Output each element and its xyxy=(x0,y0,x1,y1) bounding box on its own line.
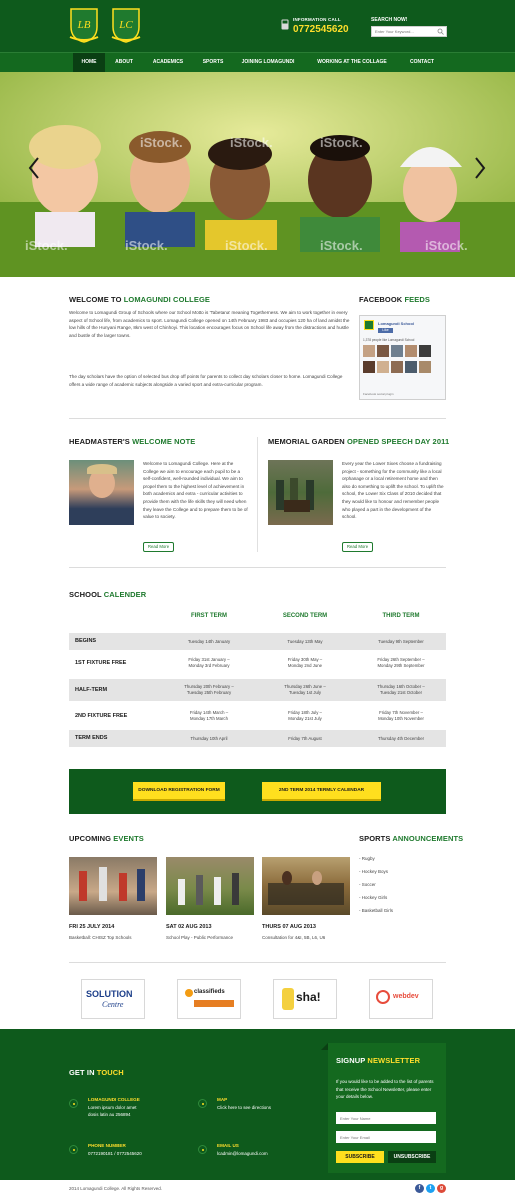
events-title: UPCOMING EVENTS xyxy=(69,834,144,843)
event-description[interactable]: Consultation for 4&I, 5B, L6, U6 xyxy=(262,935,326,940)
term-header-third: THIRD TERM xyxy=(382,613,420,619)
main-nav xyxy=(0,52,515,72)
svg-text:LB: LB xyxy=(77,19,91,31)
table-row: BEGINS Tuesday 14th January Tuesday 13th May Tuesday 9th September xyxy=(69,633,446,650)
event-photo[interactable] xyxy=(69,857,157,915)
term-header-second: SECOND TERM xyxy=(282,613,328,619)
prev-arrow-icon[interactable] xyxy=(28,156,40,180)
nav-home[interactable]: HOME xyxy=(73,53,105,72)
headmaster-title: HEADMASTER'S WELCOME NOTE xyxy=(69,437,196,446)
nav-joining[interactable]: JOINING LOMAGUNDI xyxy=(241,59,295,65)
svg-text:LC: LC xyxy=(119,19,133,31)
site-header xyxy=(0,0,515,52)
phone-number[interactable]: 0772545620 xyxy=(293,24,349,35)
headmaster-text: Welcome to Lomagundi College. Here at the College we aim to encourage each pupil to be a self-confident, well-rounded individual. We aim to propel them to the highest level of achievement in both academics and extra - curricular activities to provide them with the life skills they will need when they leave the College and to prepare them to be of value to society. xyxy=(143,461,248,520)
signup-title: SIGNUP NEWSLETTER xyxy=(336,1056,421,1065)
phone-icon xyxy=(281,19,289,30)
event-description[interactable]: Basketball: CHISZ Top Schools xyxy=(69,935,132,940)
newsletter-email-input[interactable] xyxy=(336,1131,436,1143)
table-cell: Friday 18th July – Monday 21st July xyxy=(288,710,322,721)
copyright: 2014 Lomagundi College. All Rights Reserved. xyxy=(69,1186,163,1191)
event-date: SAT 02 AUG 2013 xyxy=(166,924,212,930)
unsubscribe-button[interactable]: UNSUBSCRIBE xyxy=(388,1151,436,1163)
sponsor-webdev[interactable]: webdev xyxy=(369,979,433,1019)
nav-contact[interactable]: CONTACT xyxy=(409,59,435,65)
table-row: 2ND FIXTURE FREE Friday 14th March – Monday 17th March Friday 18th July – Monday 21st July Friday 7th November – Monday 10th November xyxy=(69,705,446,727)
table-cell: Tuesday 9th September xyxy=(378,639,424,644)
watermark: iStock. xyxy=(320,135,363,150)
column-divider xyxy=(257,437,258,552)
watermark: iStock. xyxy=(140,135,183,150)
sports-title: SPORTS ANNOUNCEMENTS xyxy=(359,834,464,843)
college-address-line: dosis latin au 256894 xyxy=(88,1112,131,1117)
memorial-text: Every year the Lower Sixes choose a fundraising project - something for the community like a local orphanage or a local retirement home and then also do something to uplift the school. To uplift the school, the Lower Six Class of 2010 decided that they would like to honour and remember people who played a part in the development of the school. xyxy=(342,461,444,520)
info-call-label: INFORMATION CALL xyxy=(293,17,341,22)
event-description[interactable]: School Play - Public Performance xyxy=(166,935,234,940)
phone-label: PHONE NUMBER xyxy=(88,1143,126,1148)
table-cell: Tuesday 14th January xyxy=(187,639,231,644)
memorial-title: MEMORIAL GARDEN OPENED SPEECH DAY 2011 xyxy=(268,437,450,446)
map-label: MAP xyxy=(217,1097,228,1102)
nav-sports[interactable]: SPORTS xyxy=(202,59,224,65)
table-cell: Thursday 16th October – Tuesday 21st October xyxy=(377,684,425,695)
memorial-read-more-button[interactable]: Read More xyxy=(342,542,373,552)
fb-avatars-grid xyxy=(363,345,443,389)
table-cell: Friday 7th November – Monday 10th November xyxy=(378,710,424,721)
next-arrow-icon[interactable] xyxy=(474,156,486,180)
divider xyxy=(69,567,446,568)
sport-link[interactable]: - Rugby xyxy=(359,856,375,861)
watermark: iStock. xyxy=(230,135,273,150)
map-icon xyxy=(198,1099,207,1108)
watermark: iStock. xyxy=(25,238,68,253)
term-header-first: FIRST TERM xyxy=(191,613,227,619)
termly-calendar-button[interactable]: 2ND TERM 2014 TERMLY CALENDAR xyxy=(262,782,381,801)
event-photo[interactable] xyxy=(262,857,350,915)
email-label: EMAIL US xyxy=(217,1143,239,1148)
table-row: 1ST FIXTURE FREE Friday 31st January – Monday 3rd February Friday 30th May – Monday 2nd June Friday 26th September – Monday 29th September xyxy=(69,652,446,674)
memorial-photo xyxy=(268,460,333,525)
map-directions-link[interactable]: Click here to see directions xyxy=(217,1105,272,1110)
facebook-widget[interactable] xyxy=(359,315,446,400)
sport-link[interactable]: - Hockey Boys xyxy=(359,869,389,874)
search-input[interactable] xyxy=(372,27,436,36)
sponsor-solution-centre[interactable]: SOLUTION Centre xyxy=(81,979,145,1019)
google-plus-icon[interactable]: g xyxy=(437,1184,446,1193)
table-cell: Friday 31st January – Monday 3rd February xyxy=(188,657,230,668)
nav-working[interactable]: WORKING AT THE COLLAGE xyxy=(317,59,387,65)
watermark: iStock. xyxy=(320,238,363,253)
welcome-title: WELCOME TO LOMAGUNDI COLLEGE xyxy=(69,295,210,304)
get-in-touch-title: GET IN TOUCH xyxy=(69,1068,124,1077)
subscribe-button[interactable]: SUBSCRIBE xyxy=(336,1151,384,1163)
welcome-paragraph-2: The day scholars have the option of selected bus drop off points for parents to collect day scholars closer to home. Lomagundi College offers a wide range of academic subjects alongside a varied sport and extra-curricular program. xyxy=(69,374,343,387)
table-row: HALF-TERM Thursday 20th February – Tuesday 25th February Thursday 26th June – Tuesday 1st July Thursday 16th October – Tuesday 21st October xyxy=(69,679,446,701)
sponsor-sha[interactable]: sha! xyxy=(273,979,337,1019)
table-cell: Friday 30th May – Monday 2nd June xyxy=(287,657,323,668)
search-icon[interactable] xyxy=(437,28,444,35)
watermark: iStock. xyxy=(425,238,468,253)
fb-page-avatar xyxy=(364,320,374,330)
event-date: THURS 07 AUG 2013 xyxy=(262,924,316,930)
watermark: iStock. xyxy=(225,238,268,253)
fb-like-button[interactable]: Like xyxy=(378,328,393,333)
newsletter-name-input[interactable] xyxy=(336,1112,436,1124)
table-cell: Thursday 10th April xyxy=(190,736,228,741)
facebook-icon[interactable]: f xyxy=(415,1184,424,1193)
downloads-band xyxy=(69,769,446,814)
twitter-icon[interactable]: t xyxy=(426,1184,435,1193)
table-cell: Thursday 26th June – Tuesday 1st July xyxy=(284,684,326,695)
sport-link[interactable]: - Soccer xyxy=(359,882,376,887)
college-address-label: LOMAGUNDI COLLEGE xyxy=(88,1097,140,1102)
sport-link[interactable]: - Basketball Girls xyxy=(359,908,394,913)
nav-academics[interactable]: ACADEMICS xyxy=(152,59,184,65)
headmaster-photo xyxy=(69,460,134,525)
table-cell: Friday 26th September – Monday 29th September xyxy=(377,657,425,668)
location-icon xyxy=(69,1099,78,1108)
download-registration-button[interactable]: DOWNLOAD REGISTRATION FORM xyxy=(133,782,225,801)
watermark: iStock. xyxy=(125,238,168,253)
headmaster-read-more-button[interactable]: Read More xyxy=(143,542,174,552)
hero-slider xyxy=(0,72,515,277)
calendar-title: SCHOOL CALENDER xyxy=(69,590,147,599)
welcome-paragraph-1: Welcome to Lomagundi Group of Schools where our School Motto is 'Tabetana' meaning Togetherness. We aim to work together in every aspect of School life, from academics to sport. Lomagundi College opened on 14th February 1983 and occupies 120 ha of land amidst the low hills of the Hunyani Range, 8km west of Chinhoyi. This location encourages focus on School life away from the distractions and hustle and bustle of the larger towns. xyxy=(69,310,350,338)
signup-description: If you would like to be added to the list of parents that receive the School Newsletter, please enter your details below. xyxy=(336,1079,434,1099)
event-date: FRI 25 JULY 2014 xyxy=(69,924,115,930)
fb-likes-count: 1,378 people like Lomagundi School xyxy=(363,338,415,342)
table-row: TERM ENDS Thursday 10th April Friday 7th August Thursday 4th December xyxy=(69,730,446,747)
college-address-line: Lorem ipsum dolor amet xyxy=(88,1105,137,1110)
lc-crest-logo[interactable] xyxy=(111,7,141,43)
search-label: SEARCH NOW! xyxy=(371,17,408,23)
table-cell: Thursday 20th February – Tuesday 25th February xyxy=(184,684,234,695)
table-cell: Tuesday 13th May xyxy=(287,639,323,644)
divider xyxy=(69,962,446,963)
phone-icon xyxy=(69,1145,78,1154)
footer-email-link[interactable]: lcadmin@lomagundi.com xyxy=(217,1151,268,1156)
table-cell: Thursday 4th December xyxy=(377,736,425,741)
signup-tab-fold xyxy=(321,1043,328,1050)
fb-social-plugin: Facebook social plugin xyxy=(363,392,394,396)
fb-page-name[interactable]: Lomagundi School xyxy=(378,321,414,326)
hero-image xyxy=(0,72,515,277)
table-cell: Friday 7th August xyxy=(288,736,322,741)
nav-about[interactable]: ABOUT xyxy=(115,59,133,65)
divider xyxy=(69,418,446,419)
facebook-title: FACEBOOK FEEDS xyxy=(359,295,431,304)
footer-phone-numbers[interactable]: 0772190181 / 0772545620 xyxy=(88,1151,142,1156)
search-box xyxy=(371,26,447,37)
lb-crest-logo[interactable] xyxy=(69,7,99,43)
email-icon xyxy=(198,1145,207,1154)
event-photo[interactable] xyxy=(166,857,254,915)
sponsor-classifieds[interactable]: classifieds xyxy=(177,979,241,1019)
table-cell: Friday 14th March – Monday 17th March xyxy=(189,710,229,721)
sport-link[interactable]: - Hockey Girls xyxy=(359,895,388,900)
